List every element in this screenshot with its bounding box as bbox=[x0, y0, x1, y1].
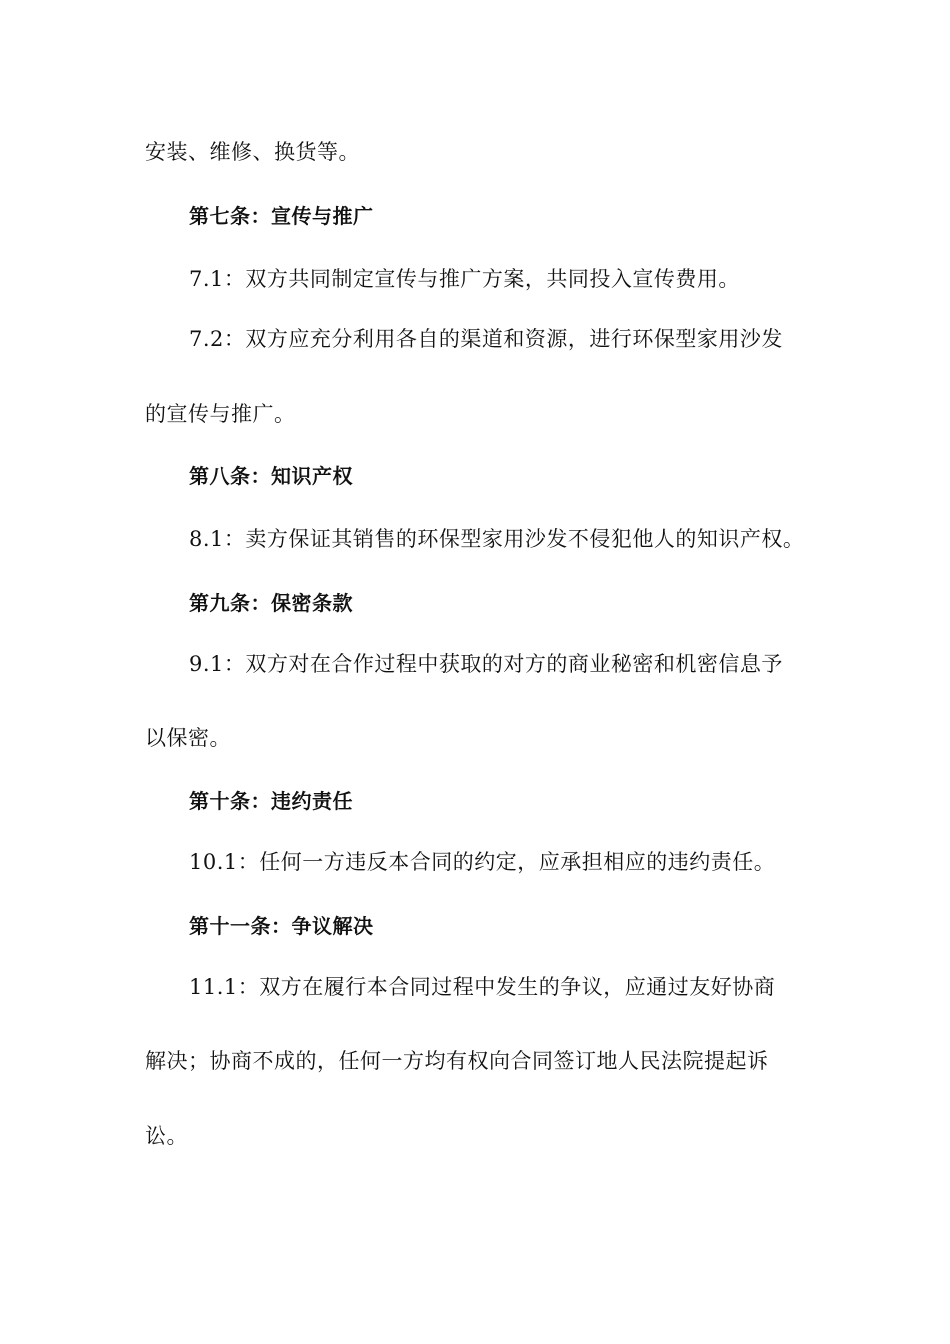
section-heading: 第八条：知识产权 bbox=[189, 464, 353, 488]
paragraph-line: 以保密。 bbox=[145, 726, 231, 750]
paragraph-line: 安装、维修、换货等。 bbox=[145, 140, 360, 164]
paragraph-line: 解决；协商不成的，任何一方均有权向合同签订地人民法院提起诉 bbox=[145, 1049, 769, 1073]
paragraph-line: 9.1：双方对在合作过程中获取的对方的商业秘密和机密信息予 bbox=[189, 652, 783, 676]
paragraph-line: 讼。 bbox=[145, 1124, 188, 1148]
paragraph-line: 8.1：卖方保证其销售的环保型家用沙发不侵犯他人的知识产权。 bbox=[189, 527, 805, 551]
section-heading: 第十一条：争议解决 bbox=[189, 914, 374, 938]
paragraph-line: 7.2：双方应充分利用各自的渠道和资源，进行环保型家用沙发 bbox=[189, 327, 783, 351]
paragraph-line: 11.1：双方在履行本合同过程中发生的争议，应通过友好协商 bbox=[189, 975, 776, 999]
section-heading: 第七条：宣传与推广 bbox=[189, 204, 374, 228]
paragraph-line: 7.1：双方共同制定宣传与推广方案，共同投入宣传费用。 bbox=[189, 267, 740, 291]
section-heading: 第十条：违约责任 bbox=[189, 789, 353, 813]
paragraph-line: 的宣传与推广。 bbox=[145, 402, 296, 426]
paragraph-line: 10.1：任何一方违反本合同的约定，应承担相应的违约责任。 bbox=[189, 850, 776, 874]
section-heading: 第九条：保密条款 bbox=[189, 591, 353, 615]
